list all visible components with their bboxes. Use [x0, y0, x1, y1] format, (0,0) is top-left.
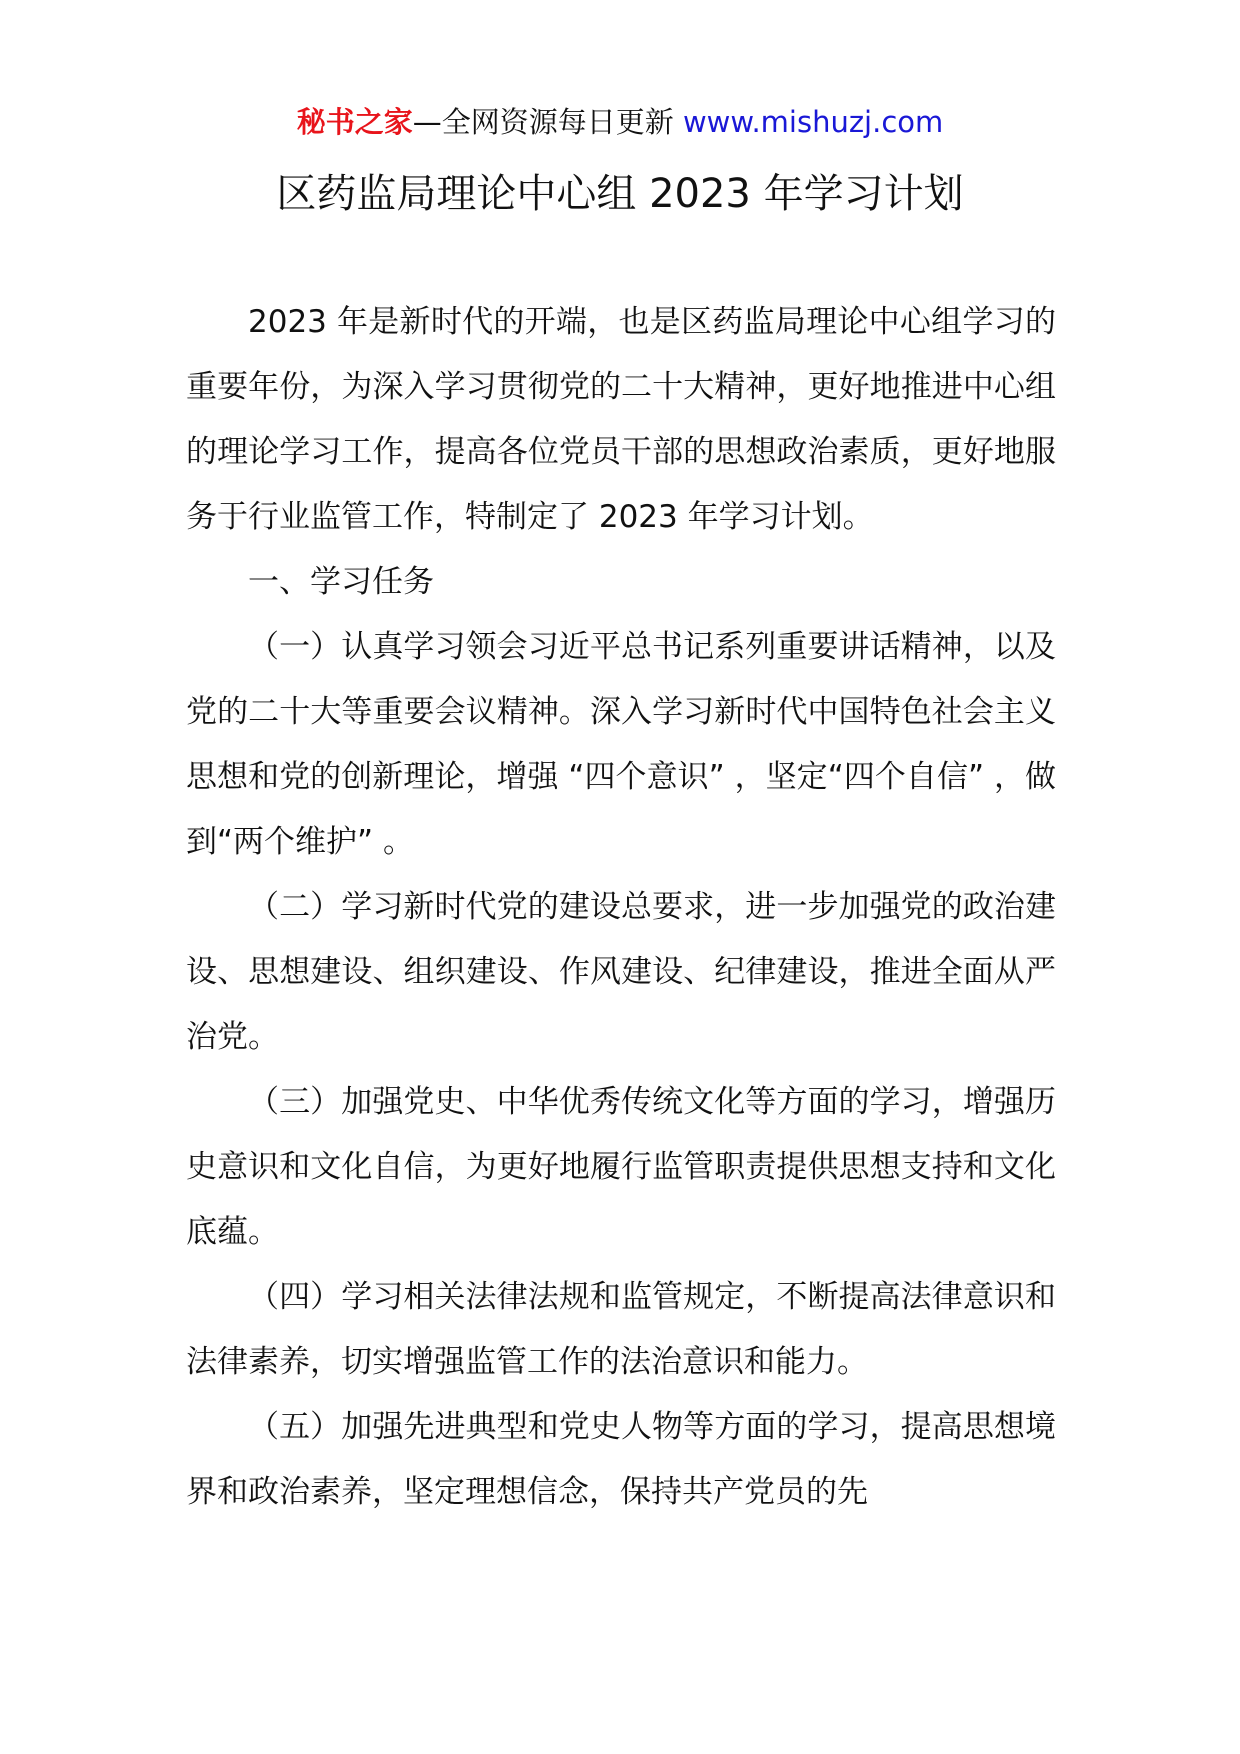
- task-item-2: （二）学习新时代党的建设总要求，进一步加强党的政治建设、思想建设、组织建设、作风建设、纪律建设，推进全面从严治党。: [186, 889, 1056, 1055]
- task-item-5: （五）加强先进典型和党史人物等方面的学习，提高思想境界和政治素养，坚定理想信念，保持共产党员的先: [186, 1409, 1056, 1510]
- site-url-link[interactable]: www.mishuzj.com: [682, 105, 944, 139]
- site-header: [0, 100, 1240, 144]
- site-tagline: —全网资源每日更新: [412, 105, 683, 139]
- task-item-1: （一）认真学习领会习近平总书记系列重要讲话精神，以及党的二十大等重要会议精神。深入学习新时代中国特色社会主义思想和党的创新理论，增强 “四个意识” ，坚定“四个自信” ，做到“两个维护” 。: [186, 629, 1056, 860]
- section-heading-study-tasks: 一、学习任务: [248, 564, 434, 600]
- site-brand-name: 秘书之家: [296, 105, 413, 139]
- document-body: [186, 290, 1056, 1525]
- task-item-3: （三）加强党史、中华优秀传统文化等方面的学习，增强历史意识和文化自信，为更好地履行监管职责提供思想支持和文化底蕴。: [186, 1084, 1056, 1250]
- task-item-4: （四）学习相关法律法规和监管规定，不断提高法律意识和法律素养，切实增强监管工作的法治意识和能力。: [186, 1279, 1056, 1380]
- intro-paragraph: 2023 年是新时代的开端，也是区药监局理论中心组学习的重要年份，为深入学习贯彻党的二十大精神，更好地推进中心组的理论学习工作，提高各位党员干部的思想政治素质，更好地服务于行业监管工作，特制定了 2023 年学习计划。: [186, 304, 1056, 535]
- document-title: 区药监局理论中心组 2023 年学习计划: [276, 171, 964, 217]
